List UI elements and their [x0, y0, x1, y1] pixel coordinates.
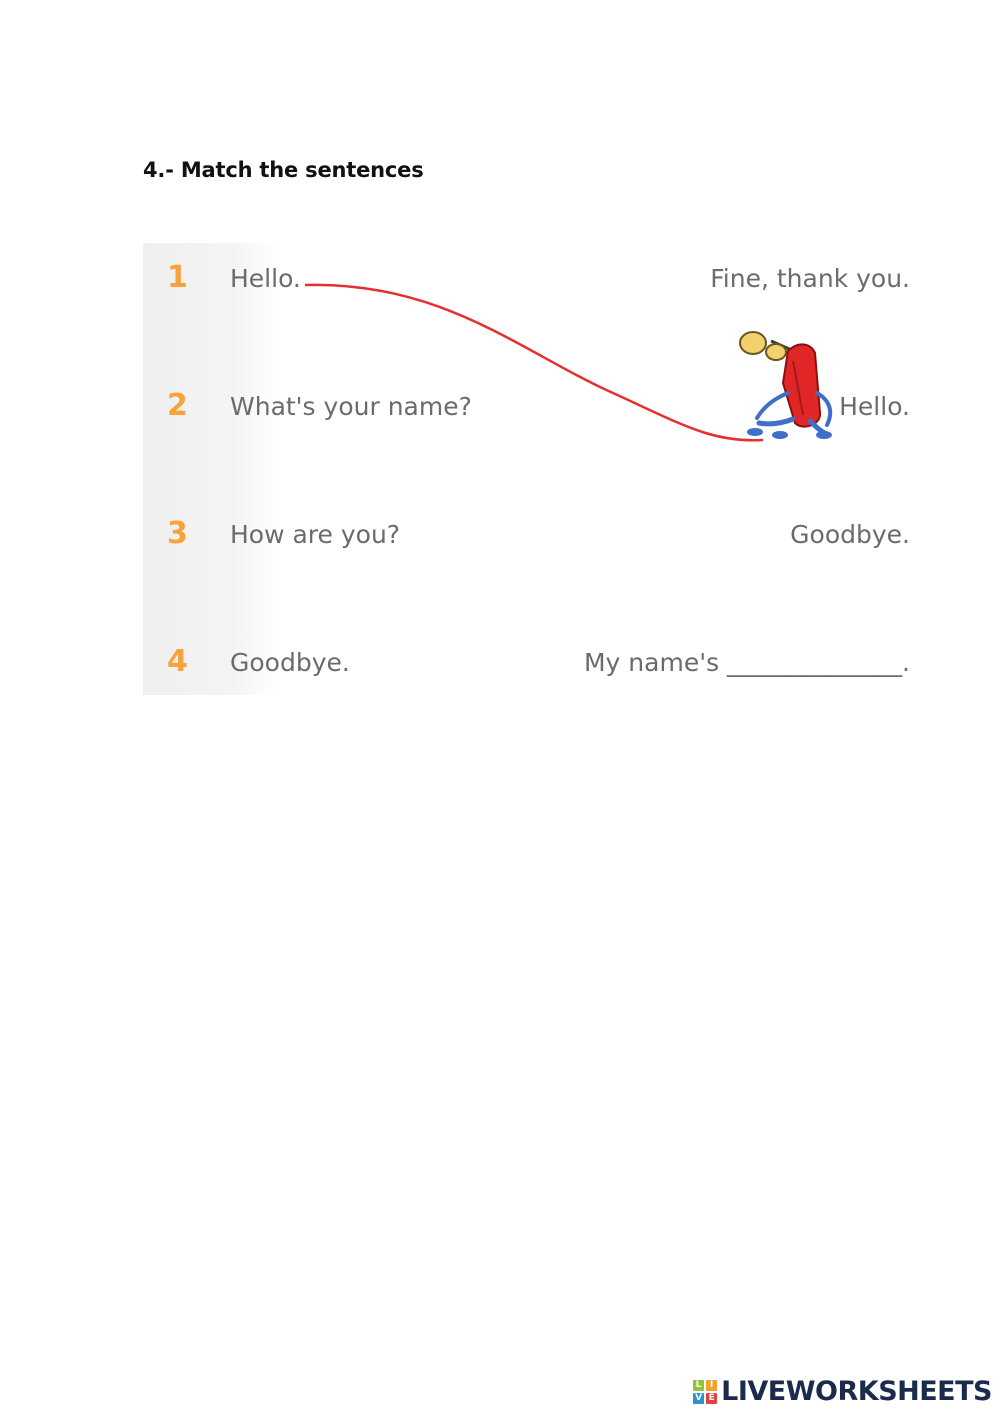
- right-sentence[interactable]: Goodbye.: [790, 520, 910, 549]
- left-sentence[interactable]: What's your name?: [230, 392, 472, 421]
- right-sentence[interactable]: Hello.: [839, 392, 910, 421]
- left-sentence[interactable]: How are you?: [230, 520, 401, 549]
- row-number: 3: [167, 516, 188, 551]
- logo-letter: V: [693, 1393, 704, 1404]
- logo-letter: L: [693, 1380, 704, 1391]
- match-overlay: [143, 243, 918, 695]
- logo-text: LIVEWORKSHEETS: [721, 1376, 992, 1407]
- right-sentence[interactable]: My name's ______________.: [583, 648, 910, 677]
- logo-mark-icon: [693, 1380, 717, 1404]
- exercise-title: 4.- Match the sentences: [143, 158, 424, 182]
- robot-mascot-icon: [740, 332, 832, 439]
- matching-exercise: [143, 243, 918, 695]
- left-sentence[interactable]: Goodbye.: [230, 648, 350, 677]
- row-number: 2: [167, 388, 188, 423]
- row-number: 1: [167, 260, 188, 295]
- liveworksheets-logo: [693, 1377, 992, 1407]
- right-sentence[interactable]: Fine, thank you.: [710, 264, 910, 293]
- example-match-line: [305, 285, 763, 440]
- left-sentence[interactable]: Hello.: [230, 264, 301, 293]
- logo-letter: I: [706, 1380, 717, 1391]
- row-number: 4: [167, 644, 188, 679]
- logo-letter: E: [706, 1393, 717, 1404]
